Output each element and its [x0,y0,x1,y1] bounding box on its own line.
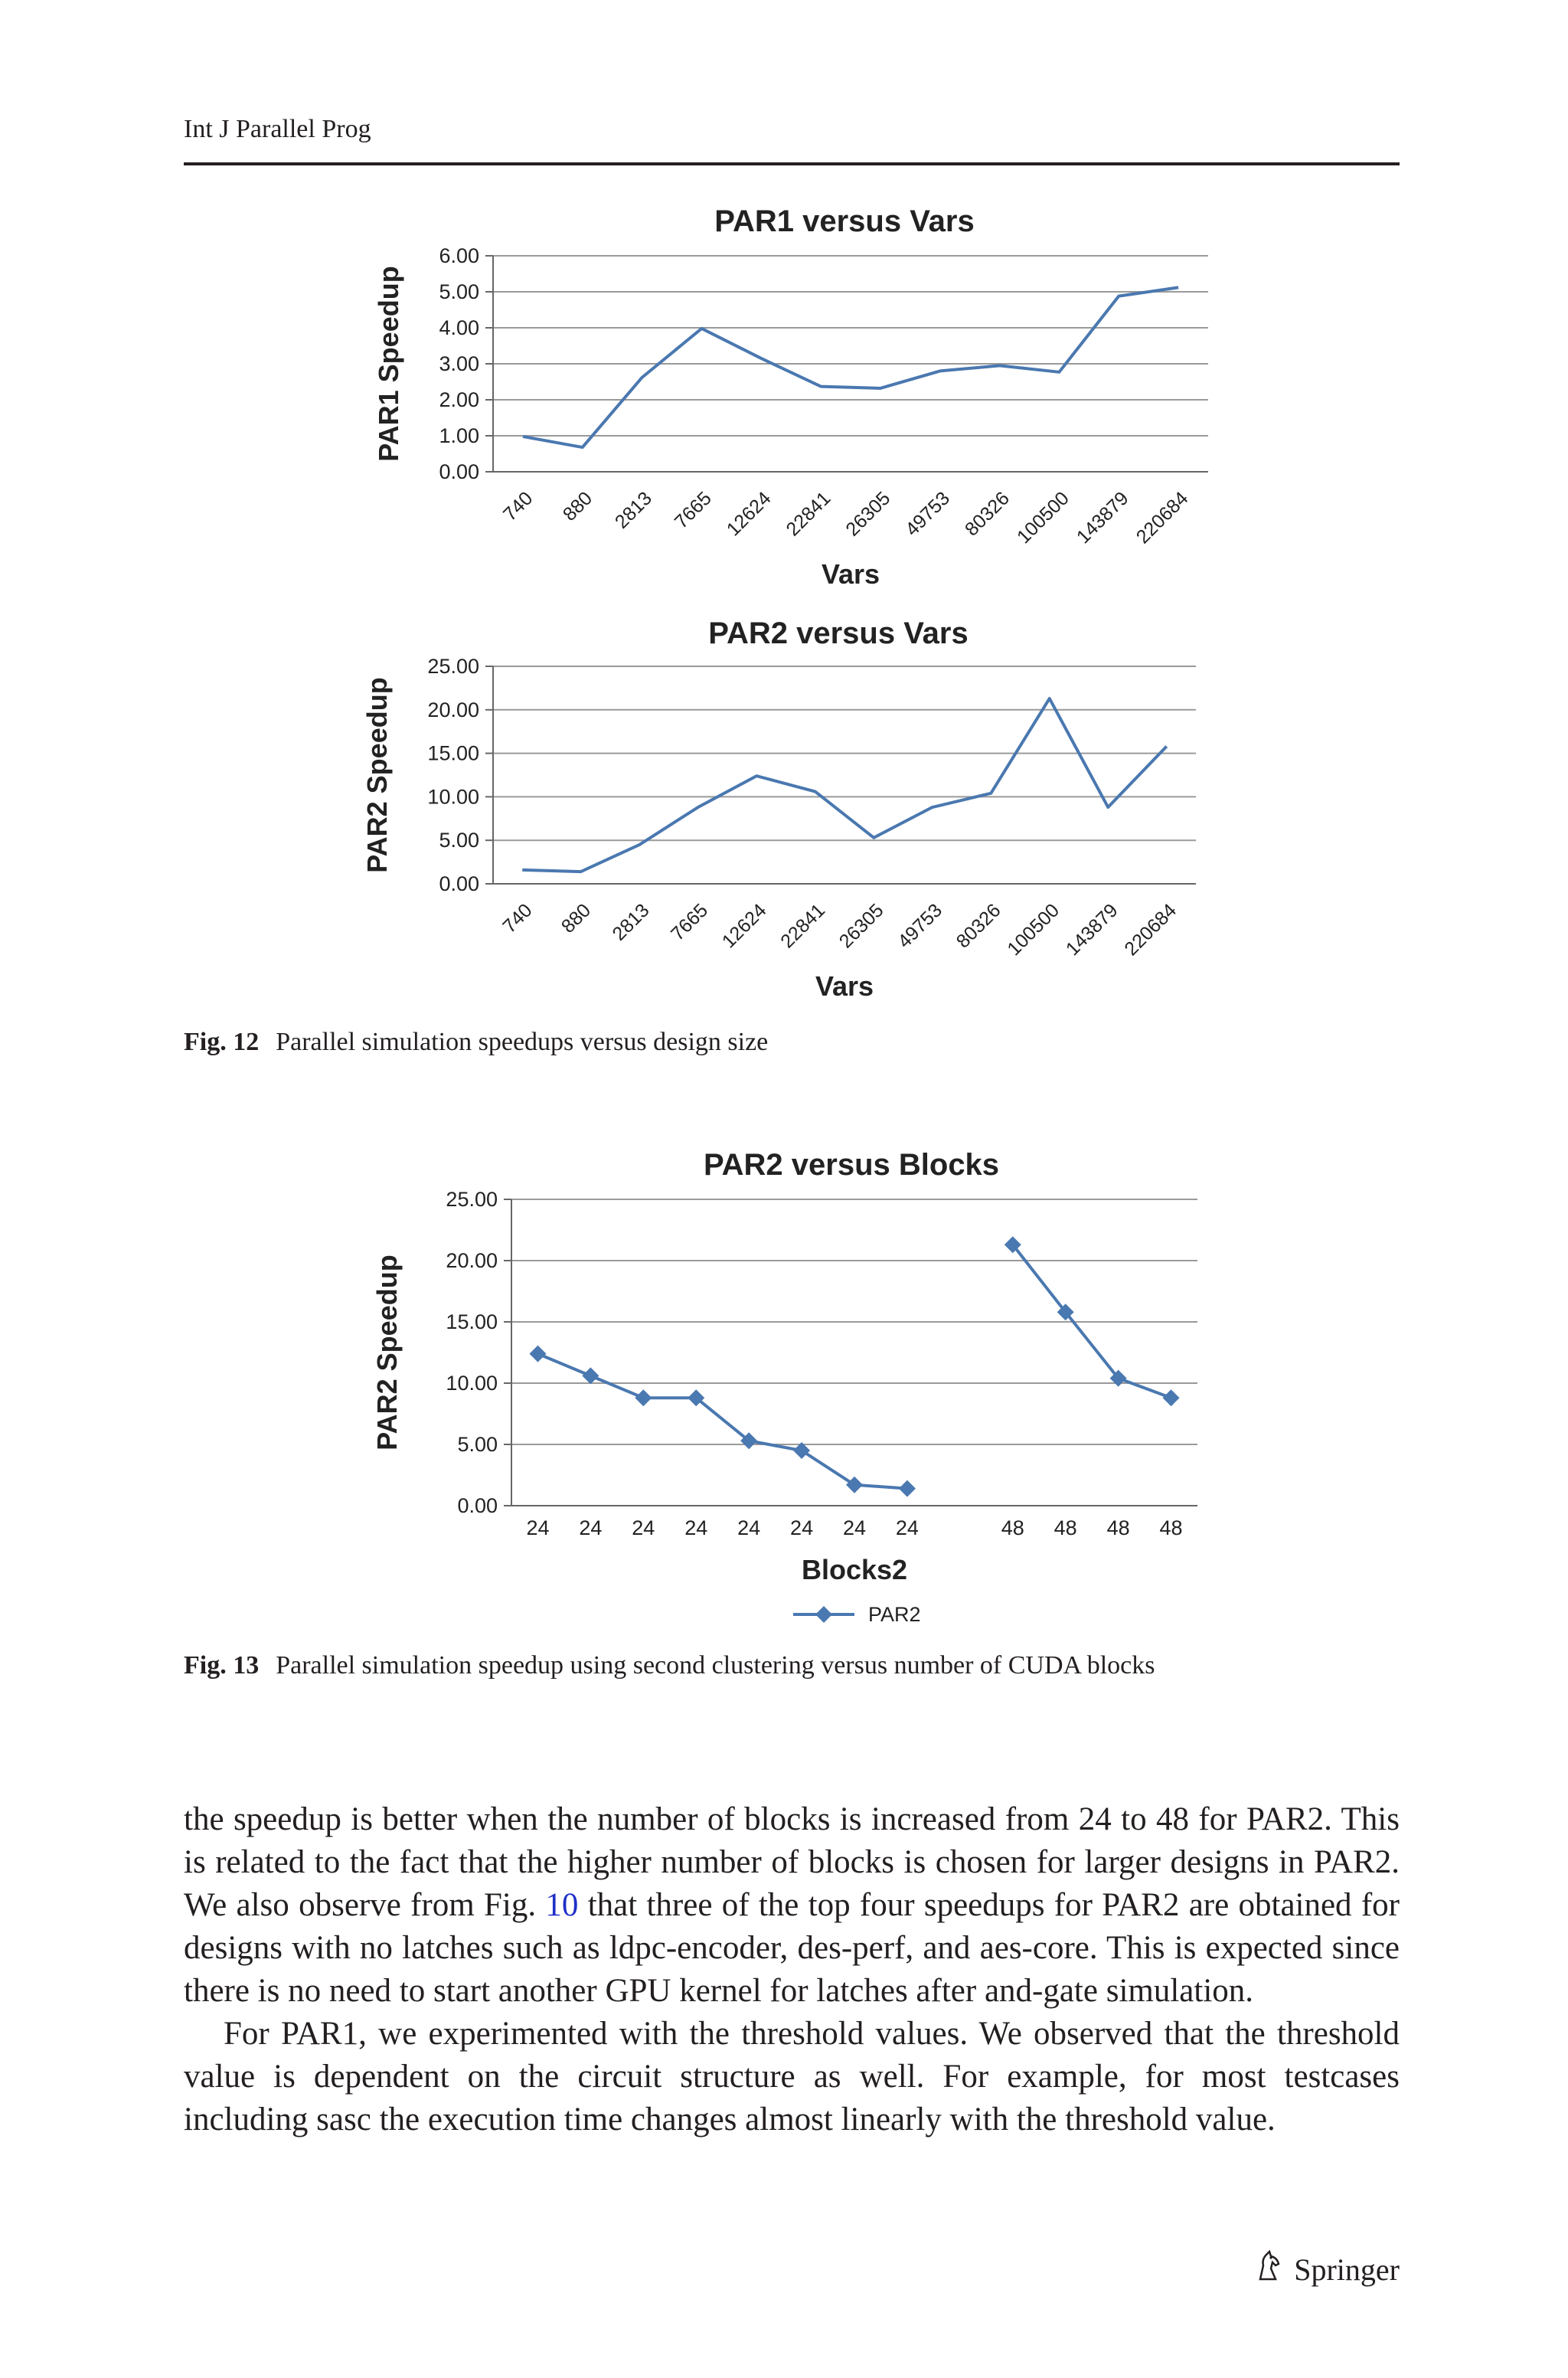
chart-par1-vars [0,191,1568,605]
x-tick-label: 2813 [610,487,656,533]
figure-12-text: Parallel simulation speedups versus design size [276,1028,769,1056]
x-tick-label: 100500 [1003,899,1064,960]
running-head: Int J Parallel Prog [184,115,371,143]
y-tick-label: 5.00 [457,1433,498,1456]
paragraph-1 [184,1798,1400,2013]
legend-label: PAR2 [868,1603,921,1626]
x-tick-label: 80326 [952,899,1005,953]
y-axis-label: PAR2 Speedup [371,1254,403,1451]
y-tick-label: 2.00 [439,388,479,411]
y-tick-label: 10.00 [427,785,479,809]
x-tick-label: 12624 [717,899,771,953]
x-tick-label: 24 [895,1516,919,1539]
y-tick-label: 5.00 [439,829,479,852]
chart-title: PAR2 versus Blocks [703,1148,1000,1182]
x-tick-label: 26305 [841,487,895,541]
y-tick-label: 0.00 [439,460,479,483]
figure-13-caption [184,1651,1155,1680]
x-tick-label: 24 [790,1516,814,1539]
chart-par1-svg [0,191,1568,605]
x-tick-label: 48 [1106,1516,1130,1539]
x-tick-label: 24 [579,1516,603,1539]
y-tick-label: 20.00 [446,1249,498,1272]
y-tick-label: 25.00 [427,655,479,678]
x-tick-label: 880 [557,899,596,937]
chart-par2-blocks-svg [0,1133,1568,1639]
data-point [582,1367,599,1384]
x-tick-label: 26305 [835,899,888,953]
x-tick-label: 48 [1054,1516,1077,1539]
y-tick-label: 1.00 [439,424,479,447]
x-tick-label: 48 [1001,1516,1024,1539]
data-point [529,1346,546,1362]
x-tick-label: 22841 [776,899,830,953]
x-tick-label: 7665 [670,487,716,533]
x-tick-label: 740 [498,899,537,937]
x-axis-label: Vars [821,558,880,590]
x-axis-label: Vars [815,970,874,1002]
x-tick-label: 880 [558,487,597,525]
data-point [1163,1389,1180,1406]
figure-12-caption [184,1028,768,1057]
x-tick-label: 24 [526,1516,550,1539]
chart-title: PAR2 versus Vars [708,617,969,650]
x-tick-label: 49753 [901,487,955,541]
y-tick-label: 10.00 [446,1372,498,1395]
legend-marker [815,1606,832,1623]
data-point [846,1477,863,1493]
data-point [899,1480,916,1497]
x-tick-label: 24 [842,1516,867,1539]
springer-horse-icon [1253,2249,1286,2290]
header-rule [184,162,1400,165]
publisher-mark [1253,2249,1400,2290]
paragraph-1-part-a: the speedup is better when the number of blocks is increased from 24 to 48 for PAR2. This is related to the fact that the higher number of blocks is chosen for larger designs in PAR2. We also observe from Fig. [184,1801,1400,1923]
figure-13-label: Fig. 13 [184,1651,260,1680]
x-tick-label: 12624 [722,487,776,541]
x-tick-label: 740 [499,487,537,525]
x-tick-label: 143879 [1072,487,1133,548]
y-tick-label: 4.00 [439,316,479,339]
y-axis-label: PAR1 Speedup [373,266,404,462]
x-tick-label: 7665 [667,899,713,945]
y-tick-label: 20.00 [427,698,479,721]
paragraph-1-part-b: that three of the top four speedups for PAR2 are obtained for designs with no latches such as ldpc-encoder, des-perf, and aes-core. This is expected since there is no need to start another GPU kernel for latches after and-gate simulation. [184,1887,1400,2009]
publisher-name: Springer [1294,2252,1400,2287]
y-tick-label: 0.00 [457,1494,498,1517]
y-tick-label: 15.00 [427,741,479,765]
y-axis-label: PAR2 Speedup [361,677,393,873]
x-tick-label: 220684 [1120,899,1181,960]
x-axis-label: Blocks2 [801,1554,908,1585]
chart-par2-vars [0,605,1568,1011]
series-line [522,698,1167,872]
chart-title: PAR1 versus Vars [714,204,975,238]
body-text [184,1798,1400,2141]
y-tick-label: 3.00 [439,352,479,375]
x-tick-label: 220684 [1132,487,1193,548]
y-tick-label: 5.00 [439,280,479,303]
figure-12-label: Fig. 12 [184,1028,260,1056]
y-tick-label: 6.00 [439,244,479,267]
chart-par2-blocks [0,1133,1568,1639]
x-tick-label: 49753 [893,899,947,953]
y-tick-label: 0.00 [439,872,479,895]
x-tick-label: 24 [737,1516,761,1539]
x-tick-label: 80326 [961,487,1014,541]
x-tick-label: 24 [684,1516,708,1539]
figure-13-text: Parallel simulation speedup using second clustering versus number of CUDA blocks [276,1651,1155,1680]
figure-ref-link[interactable]: 10 [545,1887,579,1923]
data-point [635,1389,652,1406]
y-tick-label: 15.00 [446,1310,498,1333]
y-tick-label: 25.00 [446,1188,498,1211]
x-tick-label: 24 [632,1516,655,1539]
chart-par2-svg [0,605,1568,1011]
x-tick-label: 48 [1159,1516,1183,1539]
x-tick-label: 22841 [782,487,835,541]
x-tick-label: 100500 [1013,487,1073,548]
x-tick-label: 143879 [1061,899,1122,960]
series-line [523,287,1178,447]
paragraph-2: For PAR1, we experimented with the threshold values. We observed that the threshold value is dependent on the circuit structure as well. For example, for most testcases including sasc the execution time changes almost linearly with the threshold value. [184,2016,1400,2138]
x-tick-label: 2813 [608,899,654,945]
